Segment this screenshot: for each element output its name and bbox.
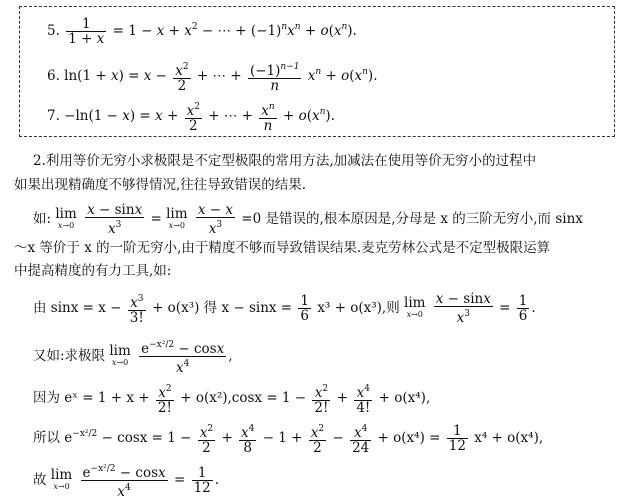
formula-item-7: 7. −ln(1 − x) = x + $\frac{x^2}{2}$ + ⋯ + $\frac{x^n}{n}$ + $o(x^n)$. (47, 102, 335, 134)
because-line: 因为 eˣ = 1 + x + $\frac{x^2}{2!}$ + o(x²),cosx = 1 − $\frac{x^2}{2!}$ + $\frac{x^4}{4!}$ + o(x⁴), (33, 384, 431, 416)
formula-item-5: 5. $\frac{1}{1 + x}$ = $1 - x + x^2$ − ⋯ + $(-1)^nx^n + o(x^n)$. (47, 16, 357, 47)
example-line-1: 如: lim x→0 $\frac{x - \sin x}{x^3}$ = lim x→0 $\frac{x - x}{x^3}$ =0 是错误的,根本原因是,分母是 x 的三阶无穷小,而 sinx (33, 202, 583, 237)
paragraph-2-line-2: 如果出现精确度不够得情况,往往导致错误的结果. (14, 177, 307, 193)
example-line-3: 中提高精度的有力工具,如: (14, 263, 172, 279)
final-line: 故 lim x→0 $\frac{e^{-x^2/2} - \cos x}{x^4}$ = $\frac{1}{12}$ . (33, 464, 220, 500)
so-line: 所以 $e^{-x^2/2} - \cos x = 1$ − $\frac{x^2}{2}$ + $\frac{x^4}{8}$ − 1 + $\frac{x^2}{2}$ − $\frac{x^4}{24}$ + o(x⁴) = $\frac{1}{12}$ x⁴ + o(x⁴), (33, 423, 544, 456)
example-line-2: ～x 等价于 x 的一阶无穷小,由于精度不够而导致错误结果.麦克劳林公式是不定型极限运算 (14, 240, 551, 256)
again-line: 又如:求极限 lim x→0 $\frac{e^{-x^2/2} - \cos x}{x^4}$ , (33, 340, 233, 376)
derivation-line: 由 sinx = x − $\frac{x^3}{3!}$ + o(x³) 得 x − sinx = $\frac{1}{6}$ x³ + o(x³),则 lim x→0 $\frac{x - \sin x}{x^3}$ = $\frac{1}{6}$ . (33, 291, 536, 326)
paragraph-2-line-1: 2.利用等价无穷小求极限是不定型极限的常用方法,加减法在使用等价无穷小的过程中 (33, 153, 537, 169)
formula-item-6: 6. ln(1 + x) = x − $\frac{x^2}{2}$ + ⋯ + $\frac{(-1)^{n-1}}{n}$ $x^n + o(x^n)$. (47, 62, 378, 94)
